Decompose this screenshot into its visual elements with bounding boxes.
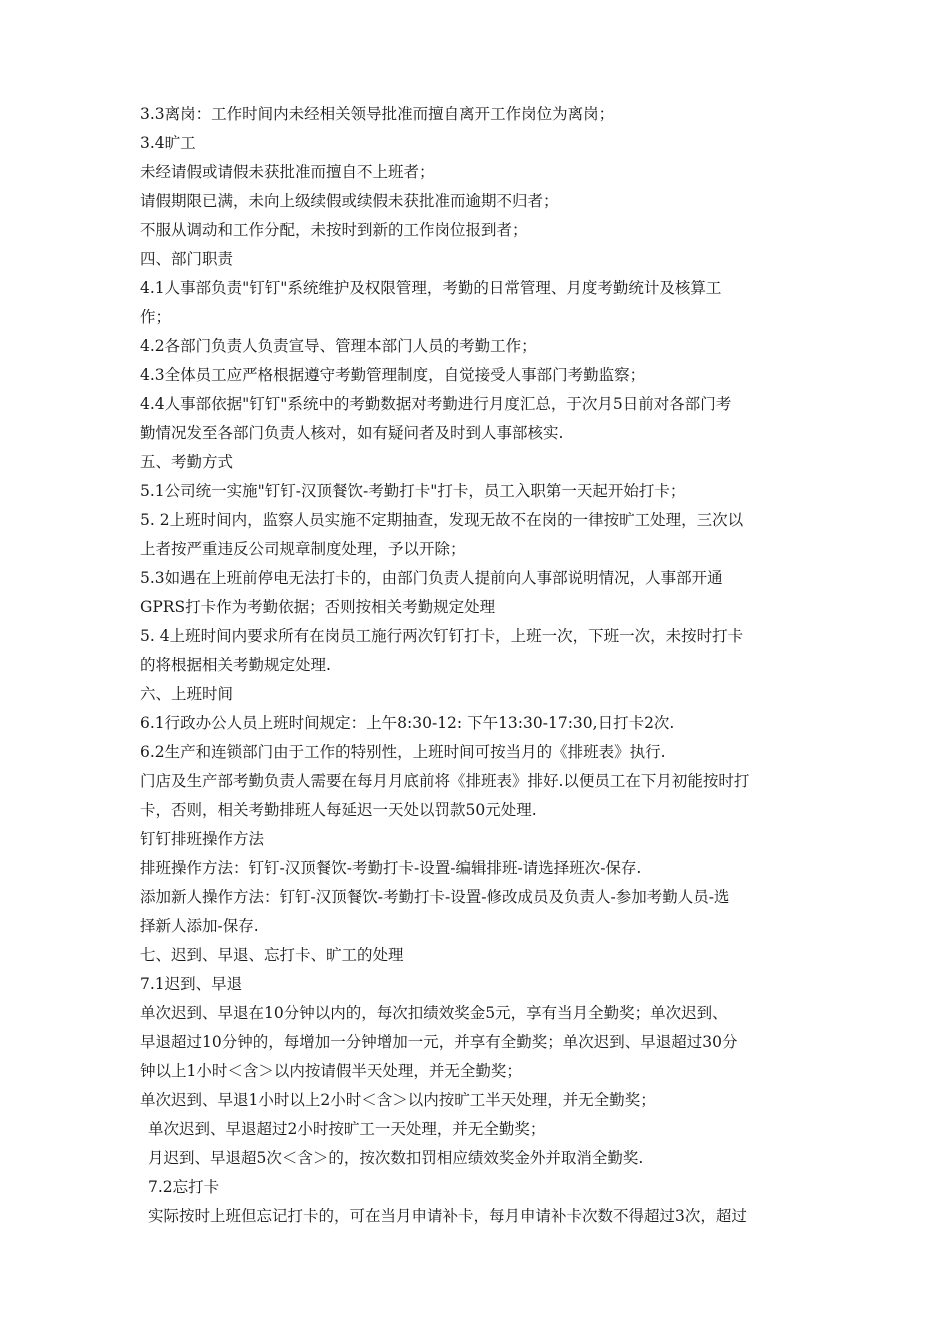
subsection-heading: 钉钉排班操作方法 [140, 830, 265, 848]
text-line: 6.2生产和连锁部门由于工作的特别性，上班时间可按当月的《排班表》执行. [140, 743, 666, 761]
subsection-heading: 7.1迟到、早退 [140, 975, 243, 993]
text-line: 5. 2上班时间内，监察人员实施不定期抽查，发现无故不在岗的一律按旷工处理，三次以 [140, 511, 744, 529]
text-line: 3.3离岗：工作时间内未经相关领导批准而擅自离开工作岗位为离岗； [140, 105, 615, 123]
text-line: 4.2各部门负责人负责宣导、管理本部门人员的考勤工作； [140, 337, 537, 355]
text-line: 4.4人事部依据"钉钉"系统中的考勤数据对考勤进行月度汇总，于次月5日前对各部门考 [140, 395, 732, 413]
text-line: 4.1人事部负责"钉钉"系统维护及权限管理，考勤的日常管理、月度考勤统计及核算工 [140, 279, 722, 297]
text-line: 5.1公司统一实施"钉钉-汉顶餐饮-考勤打卡"打卡，员工入职第一天起开始打卡； [140, 482, 686, 500]
document-body [140, 100, 820, 1231]
section-heading: 五、考勤方式 [140, 453, 234, 471]
subsection-heading: 7.2忘打卡 [148, 1178, 220, 1196]
text-line: 添加新人操作方法：钉钉-汉顶餐饮-考勤打卡-设置-修改成员及负责人-参加考勤人员-选 [140, 888, 730, 906]
text-line: 3.4旷工 [140, 134, 196, 152]
text-line: 单次迟到、早退在10分钟以内的，每次扣绩效奖金5元，享有当月全勤奖；单次迟到、 [140, 1004, 728, 1022]
text-line: 5.3如遇在上班前停电无法打卡的，由部门负责人提前向人事部说明情况，人事部开通 [140, 569, 723, 587]
text-line: 作； [140, 308, 172, 326]
text-line: 实际按时上班但忘记打卡的，可在当月申请补卡，每月申请补卡次数不得超过3次，超过 [148, 1207, 747, 1225]
text-line: 上者按严重违反公司规章制度处理，予以开除； [140, 540, 466, 558]
text-line: 请假期限已满，未向上级续假或续假未获批准而逾期不归者； [140, 192, 559, 210]
text-line: 钟以上1小时＜含＞以内按请假半天处理，并无全勤奖； [140, 1062, 522, 1080]
text-line: 月迟到、早退超5次＜含＞的，按次数扣罚相应绩效奖金外并取消全勤奖. [148, 1149, 644, 1167]
text-line: 勤情况发至各部门负责人核对，如有疑问者及时到人事部核实. [140, 424, 564, 442]
text-line: 5. 4上班时间内要求所有在岗员工施行两次钉钉打卡，上班一次，下班一次，未按时打卡 [140, 627, 744, 645]
text-line: 4.3全体员工应严格根据遵守考勤管理制度，自觉接受人事部门考勤监察； [140, 366, 646, 384]
text-line: 的将根据相关考勤规定处理. [140, 656, 331, 674]
text-line: 单次迟到、早退1小时以上2小时＜含＞以内按旷工半天处理，并无全勤奖； [140, 1091, 656, 1109]
text-line: GPRS打卡作为考勤依据；否则按相关考勤规定处理 [140, 598, 496, 616]
text-line: 未经请假或请假未获批准而擅自不上班者； [140, 163, 435, 181]
text-line: 择新人添加-保存. [140, 917, 259, 935]
text-line: 单次迟到、早退超过2小时按旷工一天处理，并无全勤奖； [148, 1120, 546, 1138]
text-line: 排班操作方法：钉钉-汉顶餐饮-考勤打卡-设置-编辑排班-请选择班次-保存. [140, 859, 642, 877]
text-line: 不服从调动和工作分配，未按时到新的工作岗位报到者； [140, 221, 528, 239]
text-line: 门店及生产部考勤负责人需要在每月月底前将《排班表》排好.以便员工在下月初能按时打 [140, 772, 750, 790]
text-line: 早退超过10分钟的，每增加一分钟增加一元，并享有全勤奖；单次迟到、早退超过30分 [140, 1033, 738, 1051]
text-line: 卡，否则，相关考勤排班人每延迟一天处以罚款50元处理. [140, 801, 537, 819]
section-heading: 六、上班时间 [140, 685, 234, 703]
text-line: 6.1行政办公人员上班时间规定：上午8:30-12: 下午13:30-17:30,日打卡2次. [140, 714, 675, 732]
section-heading: 四、部门职责 [140, 250, 234, 268]
section-heading: 七、迟到、早退、忘打卡、旷工的处理 [140, 946, 404, 964]
